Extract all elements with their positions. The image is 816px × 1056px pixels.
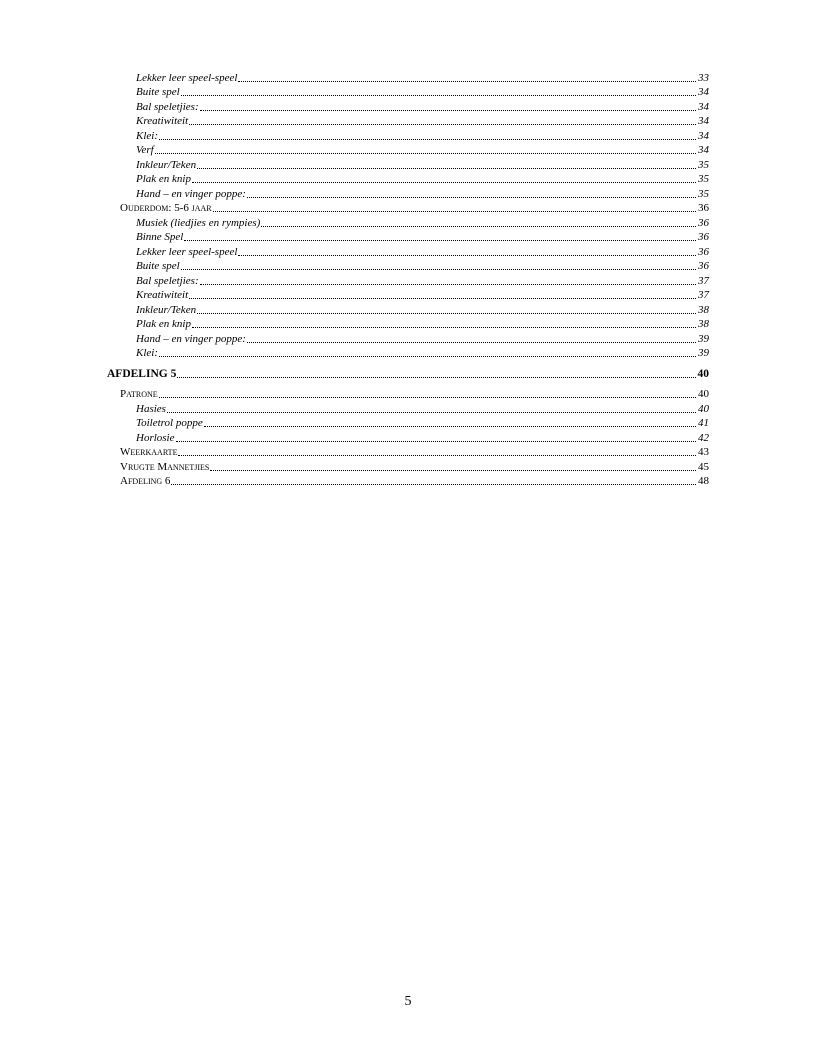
toc-leader-dots — [204, 416, 696, 427]
toc-leader-dots — [200, 274, 696, 285]
toc-entry-label: Plak en knip — [136, 318, 191, 330]
toc-entry-page: 39 — [698, 347, 709, 359]
toc-leader-dots — [159, 129, 696, 140]
toc-entry[interactable] — [136, 85, 709, 100]
toc-entry[interactable] — [136, 99, 709, 114]
toc-leader-dots — [192, 317, 696, 328]
toc-entry[interactable] — [136, 70, 709, 85]
toc-entry-page: 33 — [698, 71, 709, 84]
toc-entry-label: Verf — [136, 144, 154, 156]
toc-leader-dots — [171, 474, 696, 485]
page-number: 5 — [404, 994, 412, 1009]
toc-entry[interactable] — [136, 244, 709, 259]
toc-entry-page: 34 — [698, 144, 709, 156]
toc-entry-label: Afdeling 6 — [120, 475, 171, 487]
toc-leader-dots — [247, 187, 696, 198]
toc-entry-page: 38 — [698, 318, 709, 330]
toc-entry-page: 34 — [698, 129, 709, 142]
toc-entry[interactable] — [136, 302, 709, 317]
toc-entry-label: Inkleur/Teken — [136, 303, 197, 316]
toc-entry-label: Kreatiwiteit — [136, 115, 189, 127]
toc-entry-label: Weerkaarte — [120, 446, 178, 458]
toc-entry-page: 36 — [698, 231, 709, 243]
toc-entry-page: 45 — [698, 460, 709, 473]
toc-entry-label: Binne Spel — [136, 231, 184, 243]
toc-entry-label: Bal speletjies: — [136, 274, 199, 287]
toc-entry-label: Buite spel — [136, 86, 180, 98]
toc-entry[interactable] — [120, 445, 709, 460]
toc-leader-dots — [155, 143, 696, 154]
toc-entry-label: Lekker leer speel-speel — [136, 71, 238, 84]
toc-entry-label: Plak en knip — [136, 173, 191, 185]
toc-entry[interactable] — [120, 201, 709, 216]
toc-entry-page: 40 — [698, 402, 709, 415]
toc-entry-page: 37 — [698, 289, 709, 301]
toc-entry-page: 34 — [698, 86, 709, 98]
toc-entry-label: Ouderdom: 5-6 jaar — [120, 202, 212, 214]
toc-entry-label: Klei: — [136, 129, 158, 142]
toc-entry-label: Hand – en vinger poppe: — [136, 332, 246, 345]
toc-entry-page: 34 — [698, 100, 709, 113]
toc-leader-dots — [176, 431, 697, 442]
toc-leader-dots — [192, 172, 696, 183]
toc-entry-page: 35 — [698, 173, 709, 185]
toc-leader-dots — [238, 71, 696, 82]
toc-entry[interactable] — [136, 259, 709, 274]
toc-leader-dots — [247, 332, 696, 343]
toc-leader-dots — [184, 230, 696, 241]
toc-entry-page: 36 — [698, 260, 709, 272]
toc-entry-page: 48 — [698, 475, 709, 487]
toc-entry-page: 35 — [698, 158, 709, 171]
toc-entry-label: Musiek (liedjies en rympies) — [136, 216, 261, 229]
toc-entry[interactable] — [136, 346, 709, 361]
toc-leader-dots — [213, 201, 696, 212]
toc-entry-label: Hasies — [136, 402, 166, 415]
toc-entry-label: Patrone — [120, 388, 158, 400]
toc-entry[interactable] — [136, 114, 709, 129]
toc-entry-page: 39 — [698, 332, 709, 345]
toc-entry-page: 40 — [698, 388, 709, 400]
toc-entry[interactable] — [120, 387, 709, 402]
toc-leader-dots — [210, 460, 696, 471]
toc-entry[interactable] — [136, 128, 709, 143]
toc-entry-page: 41 — [698, 417, 709, 429]
toc-leader-dots — [189, 114, 696, 125]
toc-entry[interactable] — [136, 317, 709, 332]
toc-leader-dots — [167, 402, 696, 413]
toc-entry-label: Toiletrol poppe — [136, 417, 203, 429]
toc-entry-label: Hand – en vinger poppe: — [136, 187, 246, 200]
toc-entry-page: 36 — [698, 245, 709, 258]
toc-leader-dots — [197, 158, 696, 169]
toc-leader-dots — [159, 346, 696, 357]
toc-leader-dots — [189, 288, 696, 299]
toc-entry[interactable] — [136, 331, 709, 346]
toc-entry-page: 34 — [698, 115, 709, 127]
toc-entry-page: 35 — [698, 187, 709, 200]
toc-entry-page: 38 — [698, 303, 709, 316]
toc-entry[interactable] — [136, 215, 709, 230]
toc-leader-dots — [238, 245, 696, 256]
toc-entry-label: Lekker leer speel-speel — [136, 245, 238, 258]
toc-entry[interactable] — [136, 186, 709, 201]
toc-leader-dots — [159, 387, 696, 398]
toc-entry-label: Klei: — [136, 347, 158, 359]
toc-entry[interactable] — [136, 172, 709, 187]
toc-leader-dots — [181, 85, 696, 96]
toc-leader-dots — [200, 100, 696, 111]
toc-entry-label: AFDELING 5 — [107, 367, 177, 380]
toc-entry[interactable] — [136, 230, 709, 245]
toc-entry[interactable] — [136, 288, 709, 303]
toc-entry-page: 42 — [698, 431, 709, 444]
toc-entry-label: Inkleur/Teken — [136, 158, 197, 171]
toc-entry[interactable] — [136, 143, 709, 158]
toc-entry-page: 40 — [697, 367, 709, 380]
toc-entry-page: 37 — [698, 274, 709, 287]
table-of-contents — [0, 70, 816, 488]
toc-entry[interactable] — [107, 366, 709, 381]
toc-entry-label: Kreatiwiteit — [136, 289, 189, 301]
toc-entry[interactable] — [136, 416, 709, 431]
toc-entry[interactable] — [120, 474, 709, 489]
toc-entry-label: Vrugte Mannetjies — [120, 460, 210, 473]
toc-entry[interactable] — [136, 273, 709, 288]
toc-leader-dots — [181, 259, 696, 270]
toc-entry-page: 36 — [698, 216, 709, 229]
toc-leader-dots — [197, 303, 696, 314]
toc-entry[interactable] — [136, 401, 709, 416]
toc-entry-page: 36 — [698, 202, 709, 214]
toc-leader-dots — [261, 216, 696, 227]
toc-leader-dots — [177, 367, 696, 378]
toc-entry[interactable] — [120, 459, 709, 474]
toc-entry[interactable] — [136, 430, 709, 445]
toc-entry-label: Buite spel — [136, 260, 180, 272]
toc-leader-dots — [178, 445, 696, 456]
toc-entry-page: 43 — [698, 446, 709, 458]
toc-entry-label: Horlosie — [136, 431, 175, 444]
toc-entry-label: Bal speletjies: — [136, 100, 199, 113]
toc-entry[interactable] — [136, 157, 709, 172]
